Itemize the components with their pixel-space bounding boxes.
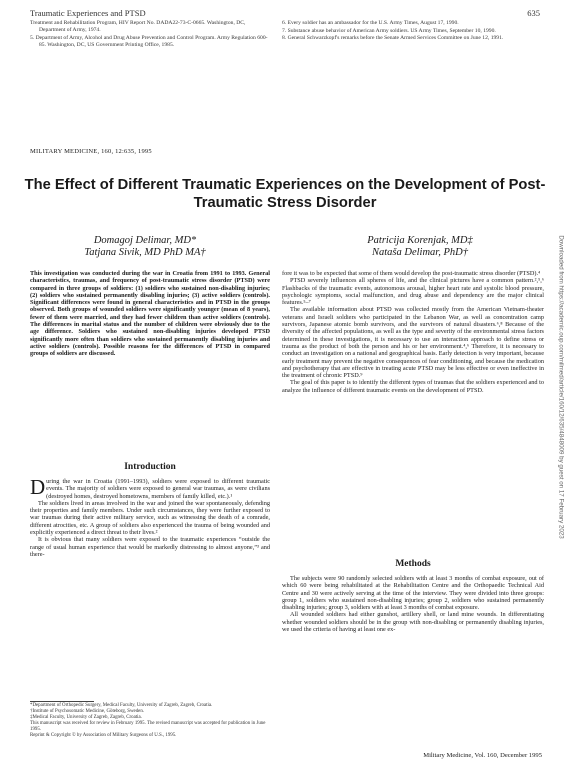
reference-item: 6. Every soldier has an ambassador for the U.S. Army Times, August 17, 1990. <box>282 20 459 26</box>
abstract <box>30 270 270 358</box>
methods-heading: Methods <box>395 559 431 569</box>
authors-right <box>320 235 520 259</box>
reference-item: 8. General Schwarzkopf's remarks before the Senate Armed Services Committee on June 12, 1991. <box>282 35 504 41</box>
footnote: †Institute of Psychosomatic Medicine, Göteborg, Sweden. <box>30 709 145 714</box>
body-paragraph: The goal of this paper is to identify the different types of traumas that the soldiers experienced and to analyze the influence of different traumatic events on the development of PTSD. <box>282 379 544 394</box>
methods-body <box>282 575 544 633</box>
page-footer: Military Medicine, Vol. 160, December 1995 <box>423 752 542 759</box>
footnotes <box>30 701 270 739</box>
introduction-body <box>30 475 270 558</box>
body-paragraph: fore it was to be expected that some of them would develop the post-traumatic stress disorder (PTSD).⁴ <box>282 270 541 277</box>
download-watermark[interactable] <box>556 172 566 602</box>
introduction-heading-wrap <box>30 462 270 472</box>
introduction-paragraph: The soldiers lived in areas involved in the war and joined the war spontaneously, defending their properties and family members. Under such circumstances, they were further exposed to war traumas during their active military service, such as witnessing the death of a comrade, different atrocities, etc. A group of soldiers also experienced the trauma of being wounded and explicitly experienced a direct threat to their lives.² <box>30 499 270 537</box>
running-head-title: Traumatic Experiences and PTSD <box>30 8 146 18</box>
right-column-body <box>282 270 544 394</box>
reference-item: Treatment and Rehabilitation Program, HIV Report No. DADA22-73-C-0665. Washington, DC, Department of Army, 1974. <box>30 20 246 33</box>
author-name: Nataša Delimar, PhD† <box>372 247 468 258</box>
abstract-text: This investigation was conducted during the war in Croatia from 1991 to 1993. General characteristics, traumas, and frequency of post-traumatic stress disorder (PTSD) were compared in three groups of soldiers: (1) soldiers who sustained non-disabling injuries; (2) soldiers who sustained permanently disabling injuries; (3) active soldiers (controls). Significant differences were found in general characteristics and in PTSD in the groups observed. Both groups of wounded soldiers were significantly younger (mean of 8 years), fewer of them were married, and they had fewer children than active soldiers (controls). The differences in marital status and the number of children were obviously due to the age difference. Soldiers who sustained non-disabling injuries developed PTSD significantly more often than soldiers who sustained permanently disabling injuries and active soldiers (controls). Possible reasons for the differences of PTSD in compared groups of soldiers are discussed. <box>30 270 270 358</box>
introduction-paragraph: It is obvious that many soldiers were exposed to the traumatic experiences “outside the range of usual human experience that would be markedly distressing to almost anyone,”³ and there- <box>30 536 270 558</box>
author-name: Patricija Korenjak, MD‡ <box>367 235 473 246</box>
author-name: Domagoj Delimar, MD* <box>93 235 197 246</box>
methods-paragraph: All wounded soldiers had either gunshot, artillery shell, or land mine wounds. In differentiating whether wounded soldiers should be in the group with non-disabling or permanently disabling injuries, we used the criteria of having at least one ex- <box>282 611 544 634</box>
body-paragraph: PTSD severely influences all spheres of life, and the clinical pictures have a common pattern.²,⁵,⁶ Flashbacks of the traumatic events, autonomous arousal, higher heart rate and systolic blood pressure, psychologic symptoms, social malfunction, and drug abuse and dependency are the major clinical features.⁵–⁷ <box>282 277 544 307</box>
drop-cap: D <box>30 475 46 499</box>
journal-citation: MILITARY MEDICINE, 160, 12:635, 1995 <box>30 148 152 155</box>
article-title: The Effect of Different Traumatic Experiences on the Development of Post-Traumatic Stress Disorder <box>24 177 546 211</box>
references-left <box>30 20 270 49</box>
authors-left <box>40 235 250 259</box>
introduction-heading: Introduction <box>124 462 176 472</box>
footnote: *Department of Orthopedic Surgery, Medical Faculty, University of Zagreb, Zagreb, Croatia. <box>30 703 213 708</box>
reference-item: 7. Substance abuse behavior of American Army soldiers. US Army Times, September 10, 1990. <box>282 27 496 34</box>
footnote: ‡Medical Faculty, University of Zagreb, Zagreb, Croatia. <box>30 715 142 720</box>
body-paragraph: The available information about PTSD was collected mostly from the American Vietnam-theater veterans and Israeli soldiers who participated in the Lebanon War, as well as concentration camp survivors, Japanese atomic bomb survivors, and the survivors of natural disasters.⁶,⁸ Because of the diversity of the affected populations, as well as the type and severity of the environmental stress factors determined in these investigations, it is necessary to use an interaction approach to define stress or trauma as the product of both the person and his or her environment.⁴,⁶ Therefore, it is necessary to conduct an investigation on a national and geographical basis. Early detection is very important, because early treatment may prevent the negative consequences of fear conditioning, and because the medication and psychotherapy that are effective in treating acute PTSD may be less effective or even ineffective in the treatment of chronic PTSD.⁹ <box>282 306 544 380</box>
page-number: 635 <box>527 8 540 18</box>
footnote: Reprint & Copyright © by Association of Military Surgeons of U.S., 1995. <box>30 733 177 738</box>
footnote: This manuscript was received for review in February 1995. The revised manuscript was accepted for publication in June 1995. <box>30 721 266 732</box>
introduction-paragraph: uring the war in Croatia (1991–1993), soldiers were exposed to different traumatic events. The majority of soldiers were exposed to general war traumas, as were civilians (destroyed homes, destroyed hometowns, members of family killed, etc.).¹ <box>46 478 270 500</box>
references-right <box>282 20 544 43</box>
reference-item: 5. Department of Army, Alcohol and Drug Abuse Prevention and Control Program. Army Regulation 600-85. Washington, DC, US Government Printing Office, 1985. <box>30 34 268 48</box>
footnote-rule <box>30 701 94 702</box>
author-name: Tatjana Sivik, MD PhD MA† <box>84 247 206 258</box>
methods-heading-wrap <box>282 559 544 569</box>
methods-paragraph: The subjects were 90 randomly selected soldiers with at least 3 months of combat exposure, out of which 60 were being rehabilitated at the Rehabilitation Centre and the Orthopaedic Technical Aid Centre and 30 were actively serving at the time of the interview. They were divided into three groups: group 1, soldiers who sustained non-disabling injuries; group 2, soldiers who sustained permanently disabling injuries; group 3, soldiers with at least 3 months of combat exposure. <box>282 575 544 612</box>
download-watermark-text[interactable]: Downloaded from https://academic.oup.com/milmed/article/160/12/635/4848009 by guest on 17 February 2023 <box>557 235 565 539</box>
